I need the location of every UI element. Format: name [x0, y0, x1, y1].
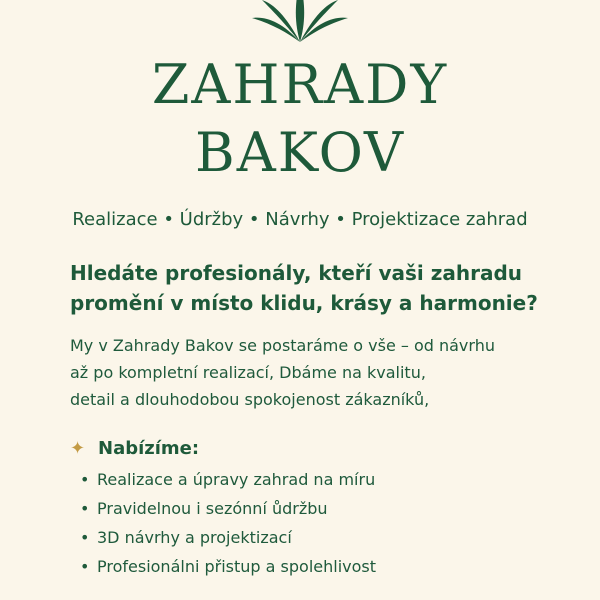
list-item-text: Pravidelnou i sezónní ůdržbu — [97, 499, 328, 518]
intro-line: až po kompletní realizací, Dbáme na kvalitu, — [70, 363, 426, 382]
brand-title-line1: ZAHRADY — [151, 53, 449, 116]
headline-line: Hledáte profesionály, kteří vaši zahradu — [70, 261, 523, 285]
bullet-icon: • — [80, 557, 90, 576]
offer-heading — [70, 434, 199, 462]
intro-paragraph — [70, 332, 580, 413]
list-item — [80, 465, 580, 494]
intro-line: detail a dlouhodobou spokojenost zákazníků, — [70, 390, 430, 409]
brand-title-line2: BAKOV — [195, 121, 405, 184]
offer-title: Nabízíme: — [98, 437, 200, 459]
list-item-text: Profesionálni přistup a spolehlivost — [97, 557, 377, 576]
offer-list — [80, 465, 580, 581]
headline — [70, 258, 570, 318]
bullet-icon: • — [80, 470, 90, 489]
list-item — [80, 523, 580, 552]
bullet-icon: • — [80, 528, 90, 547]
sparkle-icon: ✦ — [70, 437, 86, 459]
list-item — [80, 552, 580, 581]
bullet-icon: • — [80, 499, 90, 518]
list-item — [80, 494, 580, 523]
intro-line: My v Zahrady Bakov se postaráme o vše – od návrhu — [70, 336, 495, 355]
headline-line: promění v místo klidu, krásy a harmonie? — [70, 291, 538, 315]
list-item-text: Realizace a úpravy zahrad na míru — [97, 470, 376, 489]
services-tagline: Realizace • Údržby • Návrhy • Projektizace zahrad — [72, 209, 528, 230]
leaf-fan-icon — [240, 0, 360, 42]
list-item-text: 3D návrhy a projektizací — [97, 528, 292, 547]
